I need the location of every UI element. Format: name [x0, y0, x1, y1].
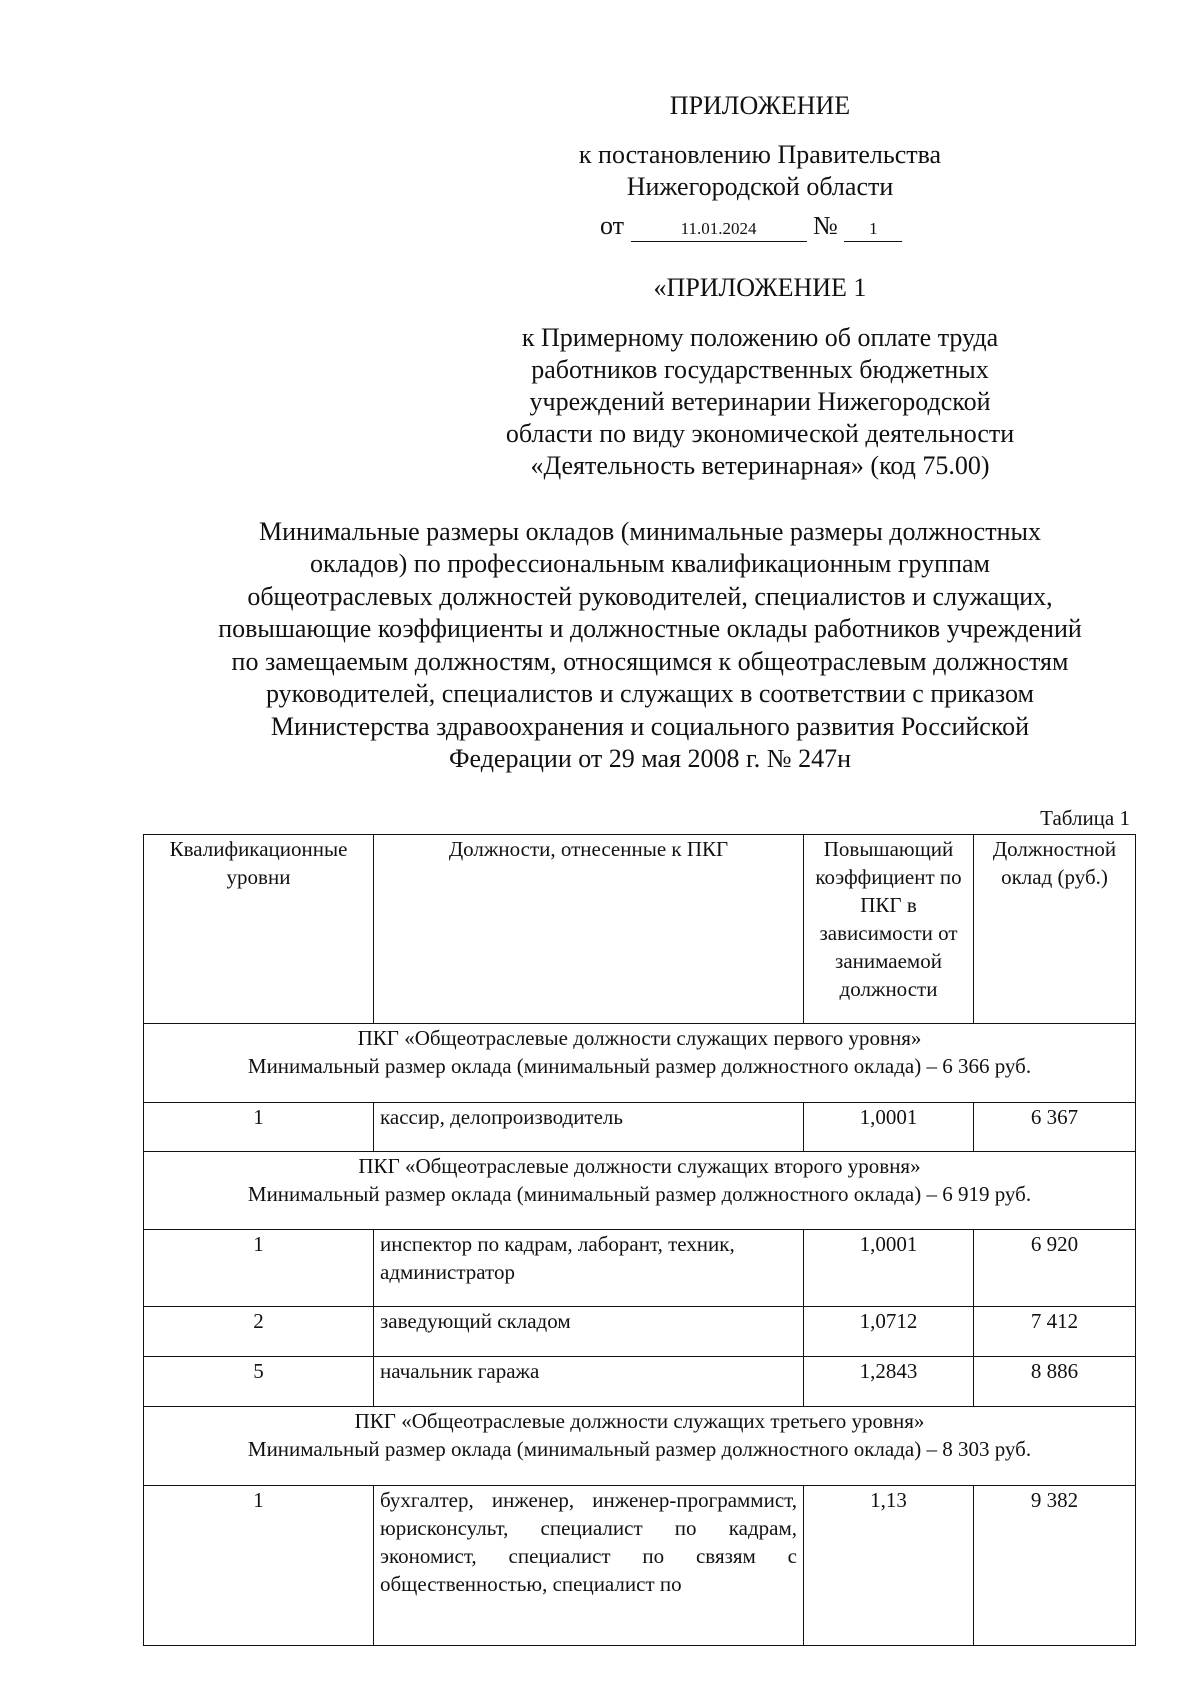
- level-cell: 1: [144, 1230, 374, 1307]
- doc-title-line-5: по замещаемым должностям, относящимся к общеотраслевым должностям: [231, 647, 1069, 676]
- appendix1-line-1: к Примерному положению об оплате труда: [521, 323, 999, 352]
- header-salary: Должностной оклад (руб.): [974, 835, 1136, 1024]
- appendix1-line-4: области по виду экономической деятельности: [505, 419, 1015, 448]
- group-row: [144, 1024, 1136, 1103]
- header-qualification-levels: Квалификационные уровни: [144, 835, 374, 1024]
- salary-table: [143, 834, 1136, 1646]
- table-row: [144, 1103, 1136, 1152]
- group-row: [144, 1407, 1136, 1486]
- positions-cell: бухгалтер, инженер, инженер-программист, юрисконсульт, специалист по кадрам, экономист, специалист по связям с общественностью, специалист по: [374, 1486, 804, 1646]
- coef-cell: 1,2843: [804, 1357, 974, 1407]
- date-number-line: [600, 210, 902, 242]
- appendix1-title: «ПРИЛОЖЕНИЕ 1: [653, 273, 867, 302]
- level-cell: 1: [144, 1103, 374, 1152]
- group-1-cell: [144, 1024, 1136, 1103]
- table-header-row: [144, 835, 1136, 1024]
- header-line-2: Нижегородской области: [626, 172, 894, 201]
- positions-cell: заведующий складом: [374, 1307, 804, 1357]
- group-1-title: ПКГ «Общеотраслевые должности служащих первого уровня»: [357, 1026, 922, 1050]
- group-1-min-salary: Минимальный размер оклада (минимальный размер должностного оклада) – 6 366 руб.: [247, 1054, 1032, 1078]
- header-coefficient: Повышающий коэффициент по ПКГ в зависимости от занимаемой должности: [804, 835, 974, 1024]
- appendix1-line-2: работников государственных бюджетных: [531, 355, 989, 384]
- coef-cell: 1,0712: [804, 1307, 974, 1357]
- doc-title-line-8: Федерации от 29 мая 2008 г. № 247н: [448, 744, 852, 773]
- positions-cell: кассир, делопроизводитель: [374, 1103, 804, 1152]
- doc-title-line-4: повышающие коэффициенты и должностные оклады работников учреждений: [218, 614, 1082, 643]
- level-cell: 2: [144, 1307, 374, 1357]
- appendix1-line-3: учреждений ветеринарии Нижегородской: [529, 387, 991, 416]
- table-row: [144, 1486, 1136, 1646]
- number-value: 1: [844, 217, 902, 242]
- table-row: [144, 1357, 1136, 1407]
- appendix-title: ПРИЛОЖЕНИЕ: [669, 91, 851, 120]
- level-cell: 1: [144, 1486, 374, 1646]
- doc-title-line-2: окладов) по профессиональным квалификационным группам: [310, 549, 990, 578]
- salary-cell: 6 920: [974, 1230, 1136, 1307]
- table-row: [144, 1307, 1136, 1357]
- number-prefix: №: [813, 211, 838, 240]
- salary-cell: 9 382: [974, 1486, 1136, 1646]
- group-2-title: ПКГ «Общеотраслевые должности служащих второго уровня»: [358, 1154, 921, 1178]
- header-positions: Должности, отнесенные к ПКГ: [374, 835, 804, 1024]
- doc-title-line-6: руководителей, специалистов и служащих в соответствии с приказом: [265, 679, 1035, 708]
- table-label: Таблица 1: [1040, 806, 1130, 830]
- coef-cell: 1,0001: [804, 1230, 974, 1307]
- group-3-min-salary: Минимальный размер оклада (минимальный размер должностного оклада) – 8 303 руб.: [247, 1437, 1032, 1461]
- group-3-cell: [144, 1407, 1136, 1486]
- coef-cell: 1,13: [804, 1486, 974, 1646]
- group-2-cell: [144, 1152, 1136, 1230]
- table-row: [144, 1230, 1136, 1307]
- level-cell: 5: [144, 1357, 374, 1407]
- group-3-title: ПКГ «Общеотраслевые должности служащих третьего уровня»: [354, 1409, 925, 1433]
- doc-title-line-3: общеотраслевых должностей руководителей, специалистов и служащих,: [247, 582, 1053, 611]
- salary-cell: 8 886: [974, 1357, 1136, 1407]
- doc-title-line-7: Министерства здравоохранения и социального развития Российской: [270, 712, 1030, 741]
- salary-cell: 6 367: [974, 1103, 1136, 1152]
- group-2-min-salary: Минимальный размер оклада (минимальный размер должностного оклада) – 6 919 руб.: [247, 1182, 1032, 1206]
- positions-cell: инспектор по кадрам, лаборант, техник, администратор: [374, 1230, 804, 1307]
- appendix1-line-5: «Деятельность ветеринарная» (код 75.00): [530, 451, 990, 480]
- header-line-1: к постановлению Правительства: [578, 140, 942, 169]
- positions-cell: начальник гаража: [374, 1357, 804, 1407]
- coef-cell: 1,0001: [804, 1103, 974, 1152]
- date-value: 11.01.2024: [631, 217, 807, 242]
- salary-cell: 7 412: [974, 1307, 1136, 1357]
- doc-title-line-1: Минимальные размеры окладов (минимальные размеры должностных: [259, 517, 1041, 546]
- group-row: [144, 1152, 1136, 1230]
- date-prefix: от: [600, 211, 625, 240]
